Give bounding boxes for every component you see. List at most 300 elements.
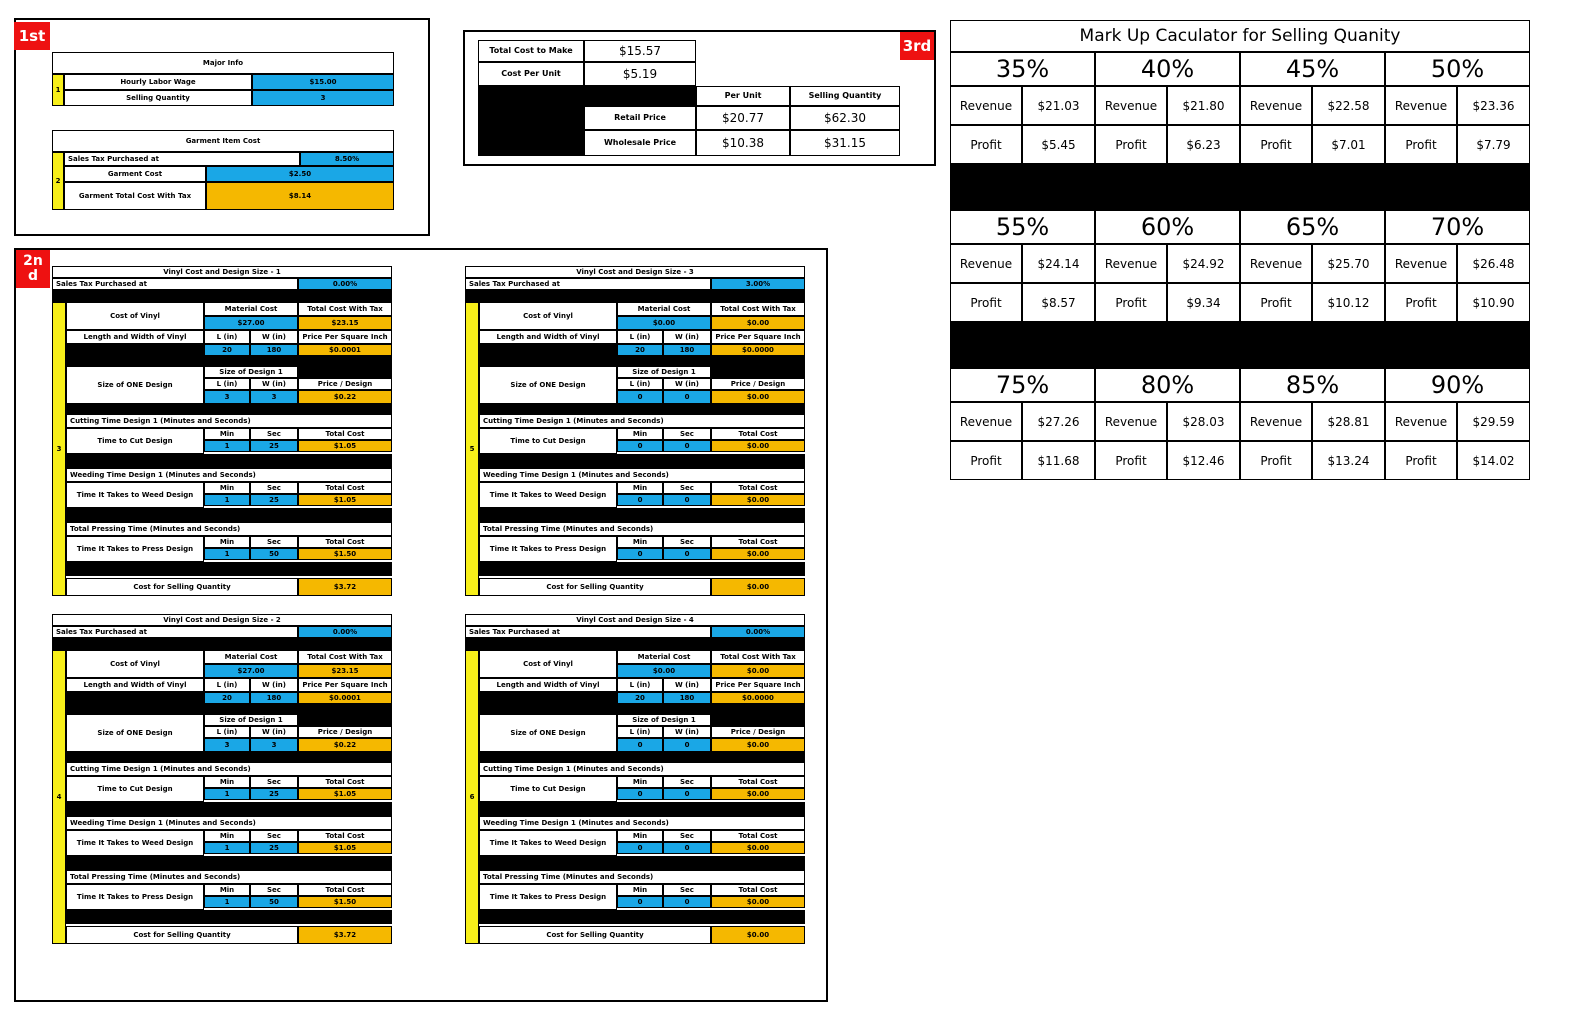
cut-sec-value[interactable]: 25 [250,440,298,452]
size-black [298,366,392,378]
weed-sec-header: Sec [663,482,711,494]
retail-price-label: Retail Price [584,106,696,130]
markup-revenue-value: $28.81 [1312,402,1385,441]
design-length-value[interactable]: 3 [204,390,250,404]
cost-selling-label: Cost for Selling Quantity [66,578,298,596]
size-one-design-label: Size of ONE Design [66,714,204,752]
weed-sec-value[interactable]: 0 [663,494,711,506]
vinyl-black-bar [479,404,805,414]
press-cost-value: $1.50 [298,548,392,560]
price-design-value: $0.00 [711,738,805,752]
markup-separator [950,164,1530,210]
markup-revenue-label: Revenue [1240,86,1312,125]
weed-cost-header: Total Cost [711,482,805,494]
weed-row-label: Time It Takes to Weed Design [479,482,617,508]
design-w-header: W (in) [663,726,711,738]
material-cost-header: Material Cost [204,650,298,664]
cut-min-value[interactable]: 1 [204,788,250,800]
markup-profit-value: $13.24 [1312,441,1385,480]
material-cost-value[interactable]: $0.00 [617,664,711,678]
cut-cost-header: Total Cost [711,776,805,788]
w-in-header: W (in) [663,330,711,344]
weed-min-header: Min [204,830,250,842]
design-width-value[interactable]: 3 [250,390,298,404]
vinyl-black-bar [66,802,392,816]
wholesale-price-unit: $10.38 [696,130,790,156]
markup-profit-value: $6.23 [1167,125,1240,164]
vinyl-black-bar [479,910,805,924]
markup-profit-label: Profit [950,283,1022,322]
price-design-header: Price / Design [298,378,392,390]
press-min-header: Min [204,884,250,896]
design-length-value[interactable]: 3 [204,738,250,752]
weed-sec-header: Sec [663,830,711,842]
price-design-header: Price / Design [298,726,392,738]
total-with-tax-value: $23.15 [298,664,392,678]
length-value[interactable]: 20 [617,692,663,704]
design-l-header: L (in) [204,726,250,738]
cut-min-header: Min [204,428,250,440]
weed-min-header: Min [617,482,663,494]
markup-profit-label: Profit [1240,283,1312,322]
vinyl-tax-value[interactable]: 0.00% [298,626,392,638]
markup-profit-value: $10.90 [1457,283,1530,322]
markup-profit-label: Profit [950,441,1022,480]
cut-sec-value[interactable]: 0 [663,788,711,800]
markup-revenue-label: Revenue [1240,244,1312,283]
design-width-value[interactable]: 0 [663,390,711,404]
press-min-header: Min [204,536,250,548]
press-sec-value[interactable]: 50 [250,548,298,560]
cut-sec-value[interactable]: 25 [250,788,298,800]
cut-min-value[interactable]: 1 [204,440,250,452]
price-sq-inch-header: Price Per Square Inch [298,330,392,344]
markup-profit-value: $8.57 [1022,283,1095,322]
lw-black-left [66,692,204,704]
cut-row-label: Time to Cut Design [66,776,204,802]
press-min-header: Min [617,536,663,548]
markup-percent: 75% [950,368,1095,402]
cost-selling-label: Cost for Selling Quantity [479,578,711,596]
markup-calculator [950,20,1530,478]
press-section-header: Total Pressing Time (Minutes and Seconds) [479,522,805,536]
markup-percent: 65% [1240,210,1385,244]
price-design-value: $0.22 [298,390,392,404]
total-with-tax-value: $0.00 [711,664,805,678]
vinyl-black-bar [465,638,805,650]
lw-black-left [479,692,617,704]
length-value[interactable]: 20 [204,344,250,356]
garment-tax-value[interactable]: 8.50% [300,152,394,166]
vinyl-block [52,614,392,966]
press-sec-header: Sec [250,536,298,548]
weed-cost-value: $0.00 [711,494,805,506]
vinyl-black-bar [66,752,392,762]
vinyl-marker: 6 [465,650,479,944]
markup-revenue-label: Revenue [950,244,1022,283]
weed-cost-header: Total Cost [298,830,392,842]
lw-vinyl-label: Length and Width of Vinyl [479,330,617,344]
markup-revenue-label: Revenue [950,86,1022,125]
press-cost-value: $0.00 [711,896,805,908]
markup-profit-label: Profit [1095,125,1167,164]
cut-sec-header: Sec [663,776,711,788]
vinyl-black-bar [66,562,392,576]
vinyl-black-bar [66,356,392,366]
weed-cost-value: $0.00 [711,842,805,854]
length-value[interactable]: 20 [204,692,250,704]
price-design-header: Price / Design [711,726,805,738]
press-cost-header: Total Cost [711,536,805,548]
summary-black-block [478,86,584,156]
design-w-header: W (in) [250,378,298,390]
cut-sec-header: Sec [250,776,298,788]
cut-sec-value[interactable]: 0 [663,440,711,452]
l-in-header: L (in) [617,330,663,344]
markup-profit-value: $12.46 [1167,441,1240,480]
weed-sec-value[interactable]: 25 [250,494,298,506]
material-cost-value[interactable]: $27.00 [204,664,298,678]
hourly-wage-value[interactable]: $15.00 [252,74,394,90]
cost-of-vinyl-label: Cost of Vinyl [66,650,204,678]
price-sq-inch-value: $0.0001 [298,344,392,356]
design-l-header: L (in) [617,726,663,738]
markup-profit-label: Profit [950,125,1022,164]
weed-row-label: Time It Takes to Weed Design [66,482,204,508]
garment-table [52,130,394,210]
cost-selling-label: Cost for Selling Quantity [66,926,298,944]
vinyl-tax-value[interactable]: 0.00% [711,626,805,638]
press-sec-value[interactable]: 0 [663,548,711,560]
vinyl-title: Vinyl Cost and Design Size - 3 [465,266,805,278]
vinyl-black-bar [66,454,392,468]
markup-profit-value: $11.68 [1022,441,1095,480]
vinyl-black-bar [66,404,392,414]
vinyl-tax-label: Sales Tax Purchased at [52,626,298,638]
width-value[interactable]: 180 [663,692,711,704]
price-sq-inch-value: $0.0000 [711,344,805,356]
total-with-tax-value: $23.15 [298,316,392,330]
garment-marker: 2 [52,152,64,210]
garment-cost-value[interactable]: $2.50 [206,166,394,182]
vinyl-black-bar [52,638,392,650]
markup-revenue-value: $23.36 [1457,86,1530,125]
total-with-tax-value: $0.00 [711,316,805,330]
markup-title: Mark Up Caculator for Selling Quanity [950,20,1530,52]
cost-per-unit-label: Cost Per Unit [478,62,584,86]
weed-cost-header: Total Cost [711,830,805,842]
col-selling-qty: Selling Quantity [790,86,900,106]
size-black [711,714,805,726]
cut-sec-header: Sec [250,428,298,440]
press-sec-value[interactable]: 50 [250,896,298,908]
press-min-value[interactable]: 1 [204,548,250,560]
w-in-header: W (in) [250,678,298,692]
weed-section-header: Weeding Time Design 1 (Minutes and Seconds) [66,468,392,482]
vinyl-block [465,266,805,618]
vinyl-black-bar [479,752,805,762]
weed-section-header: Weeding Time Design 1 (Minutes and Seconds) [66,816,392,830]
press-cost-value: $1.50 [298,896,392,908]
badge-third: 3rd [900,32,934,60]
size-black [711,366,805,378]
markup-revenue-label: Revenue [1095,244,1167,283]
markup-percent: 40% [1095,52,1240,86]
weed-min-value[interactable]: 0 [617,842,663,854]
markup-profit-value: $14.02 [1457,441,1530,480]
w-in-header: W (in) [250,330,298,344]
weed-min-value[interactable]: 1 [204,842,250,854]
width-value[interactable]: 180 [250,344,298,356]
markup-profit-label: Profit [1240,441,1312,480]
width-value[interactable]: 180 [250,692,298,704]
price-sq-inch-value: $0.0001 [298,692,392,704]
weed-row-label: Time It Takes to Weed Design [479,830,617,856]
markup-profit-value: $10.12 [1312,283,1385,322]
badge-first: 1st [14,22,50,50]
size-one-design-label: Size of ONE Design [479,714,617,752]
markup-profit-label: Profit [1385,441,1457,480]
size-black [298,714,392,726]
weed-min-header: Min [617,830,663,842]
vinyl-black-bar [66,856,392,870]
lw-vinyl-label: Length and Width of Vinyl [479,678,617,692]
markup-revenue-value: $29.59 [1457,402,1530,441]
markup-profit-label: Profit [1095,441,1167,480]
cut-min-header: Min [617,428,663,440]
l-in-header: L (in) [617,678,663,692]
press-row-label: Time It Takes to Press Design [479,884,617,910]
vinyl-black-bar [479,508,805,522]
vinyl-tax-value[interactable]: 3.00% [711,278,805,290]
markup-profit-value: $5.45 [1022,125,1095,164]
press-cost-header: Total Cost [711,884,805,896]
cut-cost-header: Total Cost [711,428,805,440]
l-in-header: L (in) [204,678,250,692]
vinyl-black-bar [66,704,392,714]
press-sec-header: Sec [663,536,711,548]
weed-cost-value: $1.05 [298,494,392,506]
cut-section-header: Cutting Time Design 1 (Minutes and Seconds) [66,414,392,428]
lw-vinyl-label: Length and Width of Vinyl [66,678,204,692]
wholesale-price-label: Wholesale Price [584,130,696,156]
selling-qty-label: Selling Quantity [64,90,252,106]
markup-profit-value: $7.79 [1457,125,1530,164]
lw-black-left [66,344,204,356]
design-l-header: L (in) [204,378,250,390]
markup-revenue-label: Revenue [1385,86,1457,125]
size-design-header: Size of Design 1 [617,714,711,726]
vinyl-black-bar [479,454,805,468]
major-info-marker: 1 [52,74,64,106]
design-width-value[interactable]: 0 [663,738,711,752]
size-design-header: Size of Design 1 [204,714,298,726]
cut-row-label: Time to Cut Design [66,428,204,454]
cost-per-unit-value: $5.19 [584,62,696,86]
markup-revenue-value: $24.14 [1022,244,1095,283]
press-row-label: Time It Takes to Press Design [66,536,204,562]
press-sec-header: Sec [663,884,711,896]
markup-revenue-label: Revenue [1385,244,1457,283]
wholesale-price-qty: $31.15 [790,130,900,156]
cut-min-value[interactable]: 0 [617,788,663,800]
design-w-header: W (in) [663,378,711,390]
badge-second-text: 2nd [23,252,43,284]
press-sec-header: Sec [250,884,298,896]
weed-row-label: Time It Takes to Weed Design [66,830,204,856]
cut-min-header: Min [617,776,663,788]
major-info-table [52,52,394,108]
press-min-value[interactable]: 1 [204,896,250,908]
markup-revenue-value: $26.48 [1457,244,1530,283]
material-cost-header: Material Cost [617,650,711,664]
total-with-tax-header: Total Cost With Tax [711,302,805,316]
weed-sec-header: Sec [250,482,298,494]
summary-black-header [584,86,696,106]
vinyl-block [52,266,392,618]
vinyl-title: Vinyl Cost and Design Size - 2 [52,614,392,626]
cut-section-header: Cutting Time Design 1 (Minutes and Seconds) [479,414,805,428]
cost-selling-value: $0.00 [711,578,805,596]
cost-selling-value: $3.72 [298,926,392,944]
design-length-value[interactable]: 0 [617,390,663,404]
cost-of-vinyl-label: Cost of Vinyl [479,302,617,330]
price-design-value: $0.00 [711,390,805,404]
cut-row-label: Time to Cut Design [479,428,617,454]
hourly-wage-label: Hourly Labor Wage [64,74,252,90]
size-one-design-label: Size of ONE Design [66,366,204,404]
markup-profit-label: Profit [1385,283,1457,322]
price-sq-inch-value: $0.0000 [711,692,805,704]
press-section-header: Total Pressing Time (Minutes and Seconds) [66,870,392,884]
markup-profit-label: Profit [1095,283,1167,322]
selling-qty-value[interactable]: 3 [252,90,394,106]
weed-section-header: Weeding Time Design 1 (Minutes and Seconds) [479,468,805,482]
cut-cost-value: $0.00 [711,440,805,452]
material-cost-value[interactable]: $0.00 [617,316,711,330]
vinyl-marker: 4 [52,650,66,944]
markup-profit-label: Profit [1240,125,1312,164]
press-cost-value: $0.00 [711,548,805,560]
markup-revenue-value: $24.92 [1167,244,1240,283]
cut-section-header: Cutting Time Design 1 (Minutes and Seconds) [66,762,392,776]
cut-section-header: Cutting Time Design 1 (Minutes and Seconds) [479,762,805,776]
weed-cost-header: Total Cost [298,482,392,494]
vinyl-tax-label: Sales Tax Purchased at [52,278,298,290]
summary-table [478,40,900,156]
total-cost-label: Total Cost to Make [478,40,584,62]
design-length-value[interactable]: 0 [617,738,663,752]
cut-cost-header: Total Cost [298,428,392,440]
markup-revenue-label: Revenue [1240,402,1312,441]
markup-percent: 80% [1095,368,1240,402]
cut-cost-value: $0.00 [711,788,805,800]
material-cost-header: Material Cost [204,302,298,316]
badge-second [16,250,50,288]
markup-revenue-label: Revenue [1095,402,1167,441]
markup-profit-label: Profit [1385,125,1457,164]
vinyl-tax-label: Sales Tax Purchased at [465,626,711,638]
weed-min-header: Min [204,482,250,494]
price-design-value: $0.22 [298,738,392,752]
lw-vinyl-label: Length and Width of Vinyl [66,330,204,344]
cut-min-header: Min [204,776,250,788]
total-with-tax-header: Total Cost With Tax [298,650,392,664]
markup-revenue-label: Revenue [1095,86,1167,125]
price-sq-inch-header: Price Per Square Inch [298,678,392,692]
length-value[interactable]: 20 [617,344,663,356]
cost-selling-label: Cost for Selling Quantity [479,926,711,944]
press-cost-header: Total Cost [298,536,392,548]
vinyl-title: Vinyl Cost and Design Size - 1 [52,266,392,278]
press-min-value[interactable]: 0 [617,548,663,560]
vinyl-black-bar [479,356,805,366]
cut-sec-header: Sec [663,428,711,440]
vinyl-marker: 5 [465,302,479,596]
markup-percent: 45% [1240,52,1385,86]
markup-revenue-value: $21.80 [1167,86,1240,125]
vinyl-tax-value[interactable]: 0.00% [298,278,392,290]
l-in-header: L (in) [204,330,250,344]
press-section-header: Total Pressing Time (Minutes and Seconds) [479,870,805,884]
vinyl-title: Vinyl Cost and Design Size - 4 [465,614,805,626]
major-info-title: Major Info [52,52,394,74]
cut-min-value[interactable]: 0 [617,440,663,452]
markup-percent: 35% [950,52,1095,86]
material-cost-header: Material Cost [617,302,711,316]
cut-cost-header: Total Cost [298,776,392,788]
garment-cost-label: Garment Cost [64,166,206,182]
col-per-unit: Per Unit [696,86,790,106]
vinyl-marker: 3 [52,302,66,596]
design-l-header: L (in) [617,378,663,390]
weed-sec-value[interactable]: 25 [250,842,298,854]
design-width-value[interactable]: 3 [250,738,298,752]
weed-sec-value[interactable]: 0 [663,842,711,854]
total-cost-value: $15.57 [584,40,696,62]
markup-revenue-label: Revenue [1385,402,1457,441]
size-design-header: Size of Design 1 [617,366,711,378]
cut-cost-value: $1.05 [298,440,392,452]
weed-min-value[interactable]: 0 [617,494,663,506]
weed-section-header: Weeding Time Design 1 (Minutes and Seconds) [479,816,805,830]
vinyl-black-bar [66,910,392,924]
press-cost-header: Total Cost [298,884,392,896]
total-with-tax-header: Total Cost With Tax [711,650,805,664]
garment-tax-label: Sales Tax Purchased at [64,152,300,166]
markup-percent: 90% [1385,368,1530,402]
vinyl-black-bar [479,562,805,576]
markup-separator [950,322,1530,368]
weed-cost-value: $1.05 [298,842,392,854]
width-value[interactable]: 180 [663,344,711,356]
press-min-value[interactable]: 0 [617,896,663,908]
markup-profit-value: $9.34 [1167,283,1240,322]
size-design-header: Size of Design 1 [204,366,298,378]
total-with-tax-header: Total Cost With Tax [298,302,392,316]
price-sq-inch-header: Price Per Square Inch [711,678,805,692]
weed-min-value[interactable]: 1 [204,494,250,506]
garment-total-label: Garment Total Cost With Tax [64,182,206,210]
material-cost-value[interactable]: $27.00 [204,316,298,330]
markup-percent: 50% [1385,52,1530,86]
press-sec-value[interactable]: 0 [663,896,711,908]
weed-sec-header: Sec [250,830,298,842]
markup-revenue-value: $28.03 [1167,402,1240,441]
w-in-header: W (in) [663,678,711,692]
cut-row-label: Time to Cut Design [479,776,617,802]
cut-cost-value: $1.05 [298,788,392,800]
